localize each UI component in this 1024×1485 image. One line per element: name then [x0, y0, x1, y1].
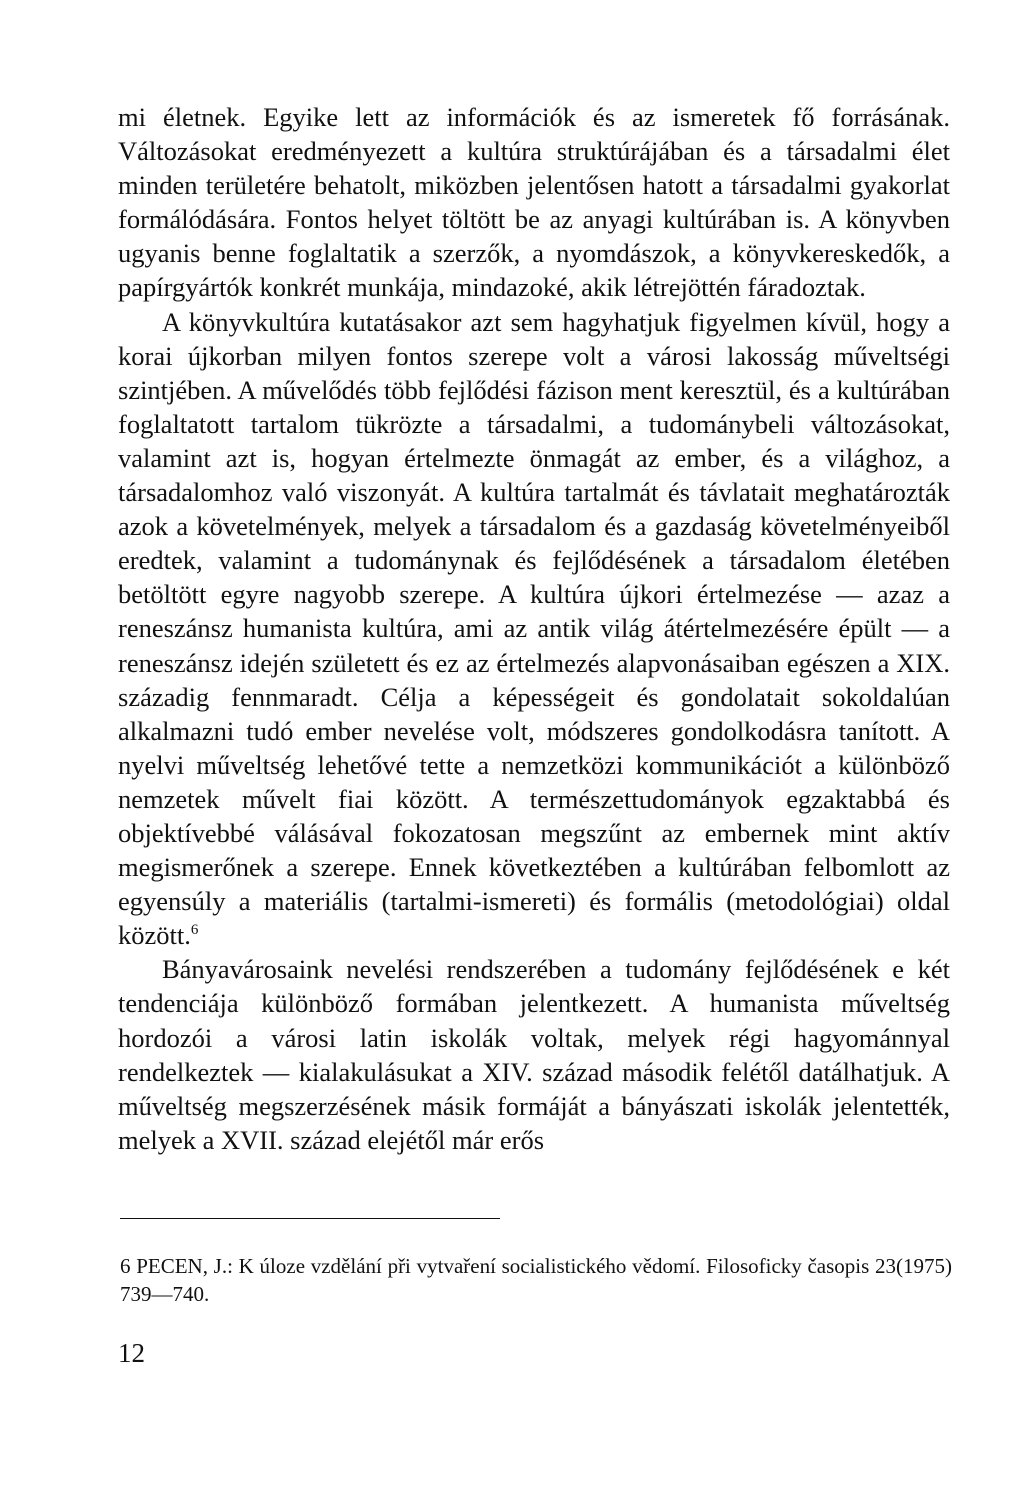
- paragraph-text: mi életnek. Egyike lett az információk és az ismeretek fő forrásának. Változásokat eredményezett a kultúra struktúrájában és a társadalmi élet minden területére behatolt, miközben jelentősen hatott a társadalmi gyakorlat formálódására. Fontos helyet töltött be az anyagi kultúrában is. A könyvben ugyanis benne foglaltatik a szerzők, a nyomdászok, a könyvkereskedők, a papírgyártók konkrét munkája, mindazoké, akik létrejöttén fáradoztak.: [118, 102, 950, 303]
- page-number: 12: [118, 1338, 145, 1368]
- footnote-reference: 6: [190, 922, 199, 939]
- paragraph-text: A könyvkultúra kutatásakor azt sem hagyhatjuk figyelmen kívül, hogy a korai újkorban milyen fontos szerepe volt a városi lakosság műveltségi szintjében. A művelődés több fejlődési fázison ment keresztül, és a kultúrában foglaltatott tartalom tükrözte a társadalmi, a tudománybeli változásokat, valamint azt is, hogyan értelmezte önmagát az ember, és a világhoz, a társadalomhoz való viszonyát. A kultúra tartalmát és távlatait meghatározták azok a követelmények, melyek a társadalom és a gazdaság követelményeiből eredtek, valamint a tudománynak és fejlődésének a társadalom életében betöltött egyre nagyobb szerepe. A kultúra újkori értelmezése — azaz a reneszánsz humanista kultúra, ami az antik világ átértelmezésére épült — a reneszánsz idején született és ez az értelmezés alapvonásaiban egészen a XIX. századig fennmaradt. Célja a képességeit és gondolatait sokoldalúan alkalmazni tudó ember nevelése volt, módszeres gondolkodásra tanított. A nyelvi műveltség lehetővé tette a nemzetközi kommunikációt a különböző nemzetek művelt fiai között. A természettudományok egzaktabbá és objektívebbé válásával fokozatosan megszűnt az embernek mint aktív megismerőnek a szerepe. Ennek következtében a kultúrában felbomlott az egyensúly a materiális (tartalmi-ismereti) és formális (metodológiai) oldal között.: [118, 306, 950, 951]
- footnote: [120, 1252, 952, 1308]
- footnote-separator: [120, 1218, 500, 1219]
- body-paragraph: [118, 100, 950, 305]
- footnote-text: 6 PECEN, J.: K úloze vzdělání při vytvaření socialistického vědomí. Filosoficky časopis 23(1975) 739—740.: [120, 1254, 952, 1306]
- page-body: [118, 100, 950, 1157]
- paragraph-text: Bányavárosaink nevelési rendszerében a tudomány fejlődésének e két tendenciája különböző formában jelentkezett. A humanista műveltség hordozói a városi latin iskolák voltak, melyek régi hagyománnyal rendelkeztek — kialakulásukat a XIV. század második felétől datálhatjuk. A műveltség megszerzésének másik formáját a bányászati iskolák jelentették, melyek a XVII. század elejétől már erős: [118, 954, 950, 1155]
- body-paragraph: [118, 305, 950, 953]
- body-paragraph: [118, 952, 950, 1157]
